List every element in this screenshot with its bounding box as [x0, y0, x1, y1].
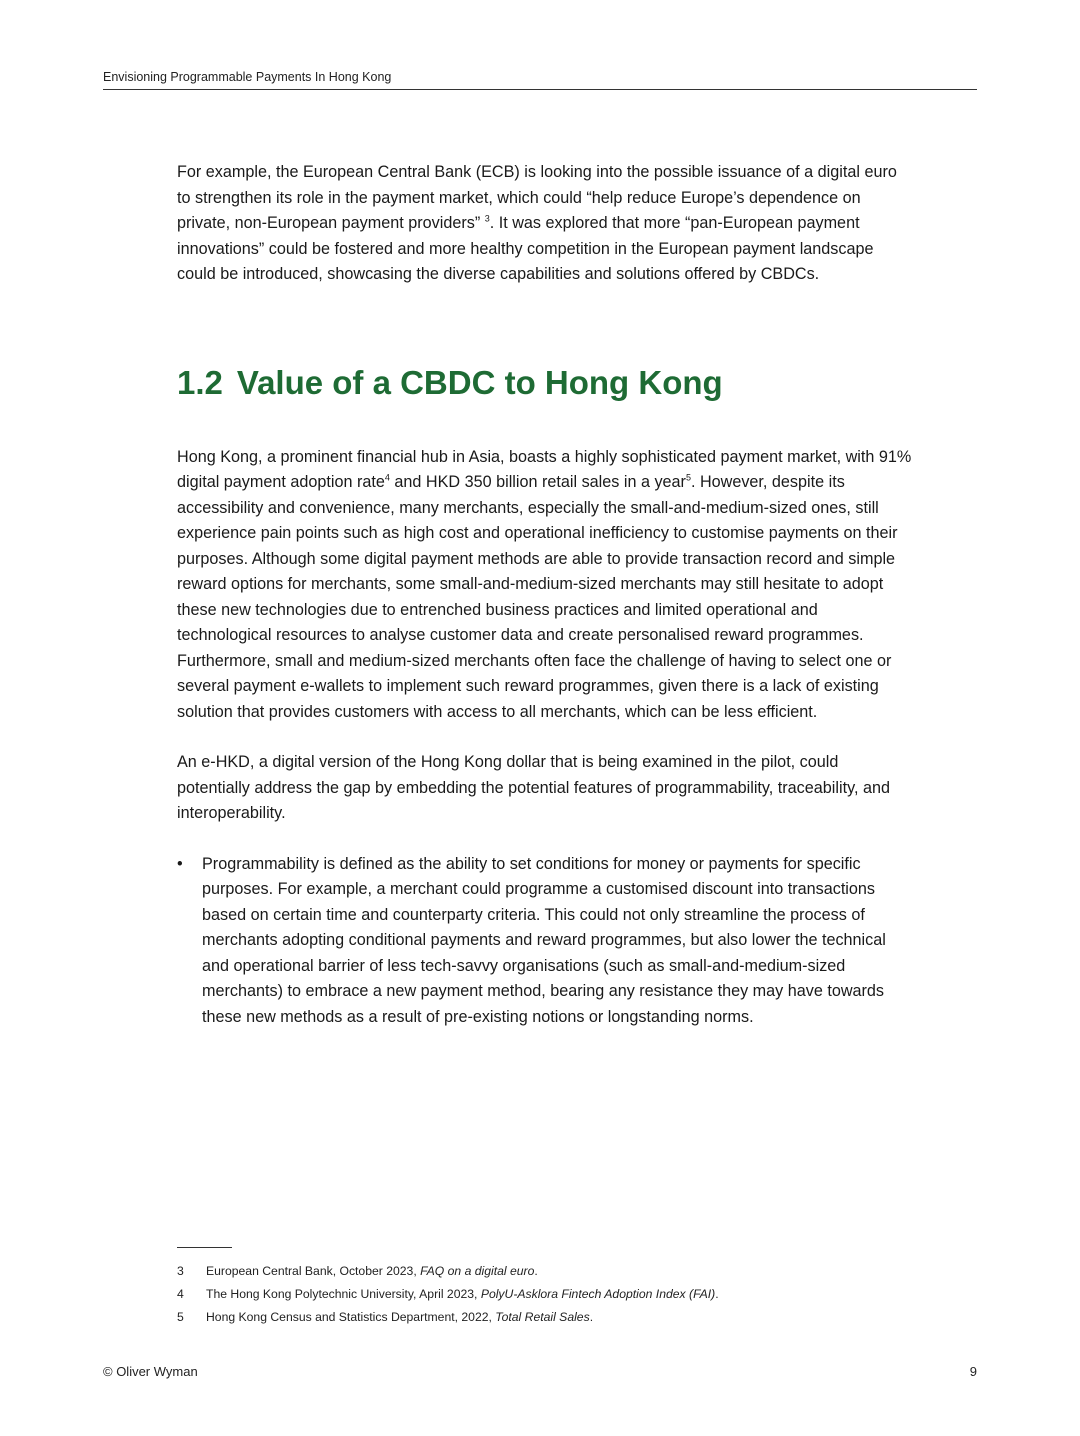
bullet-marker: • [177, 854, 183, 873]
page-number: 9 [969, 1364, 977, 1379]
footnote-ref: 3 [484, 213, 490, 224]
footnote-item: 3 European Central Bank, October 2023, FAQ on a digital euro. [177, 1264, 538, 1278]
section-heading [177, 363, 912, 403]
list-item: • Programmability is defined as the ability to set conditions for money or payments for specific purposes. For example, a merchant could programme a customised discount into transactions based on certain time and counterparty criteria. This could not only streamline the process of merchants adopting conditional payments and reward programmes, but also lower the technical and operational barrier of less tech-savvy organisations (such as small-and-medium-sized merchants) to embrace a new payment method, bearing any resistance they may have towards these new methods as a result of pre-existing notions or longstanding norms. [177, 852, 912, 1031]
section-title: Value of a CBDC to Hong Kong [236, 363, 723, 401]
footnotes [177, 1247, 912, 1329]
footnote-divider [177, 1247, 232, 1248]
running-header: Envisioning Programmable Payments In Hong Kong [103, 70, 977, 90]
section-number: 1.2 [177, 363, 223, 401]
body-paragraph: Hong Kong, a prominent financial hub in Asia, boasts a highly sophisticated payment market, with 91% digital payment adoption rate$^4$ and HKD 350 billion retail sales in a year$^5$. However, despite its accessibility and convenience, many merchants, especially the small-and-medium-sized ones, still experience pain points such as high cost and operational inefficiency to customise payments on their purposes. Although some digital payment methods are able to provide transaction record and simple reward options for merchants, some small-and-medium-sized merchants may still hesitate to adopt these new technologies due to entrenched business practices and limited operational and technological resources to analyse customer data and create personalised reward programmes. Furthermore, small and medium-sized merchants often face the challenge of having to select one or several payment e-wallets to implement such reward programmes, given there is a lack of existing solution that provides customers with access to all merchants, which can be less efficient. [177, 447, 912, 721]
footnote-ref: 5 [685, 472, 691, 483]
main-content [177, 160, 912, 1030]
body-paragraph: An e-HKD, a digital version of the Hong Kong dollar that is being examined in the pilot, could potentially address the gap by embedding the potential features of programmability, traceability, and interoperability. [177, 753, 890, 822]
footer-copyright: © Oliver Wyman [103, 1364, 198, 1379]
footnote-item: 4 The Hong Kong Polytechnic University, April 2023, PolyU-Asklora Fintech Adoption Index (FAI). [177, 1287, 719, 1301]
intro-paragraph: For example, the European Central Bank (ECB) is looking into the possible issuance of a digital euro to strengthen its role in the payment market, which could “help reduce Europe’s dependence on private, non-European payment providers” $^3$. It was explored that more “pan-European payment innovations” could be fostered and more healthy competition in the European payment landscape could be introduced, showcasing the diverse capabilities and solutions offered by CBDCs. [177, 163, 897, 283]
bullet-list [177, 852, 912, 1031]
footnote-ref: 4 [384, 472, 390, 483]
footnote-item: 5 Hong Kong Census and Statistics Department, 2022, Total Retail Sales. [177, 1310, 594, 1324]
